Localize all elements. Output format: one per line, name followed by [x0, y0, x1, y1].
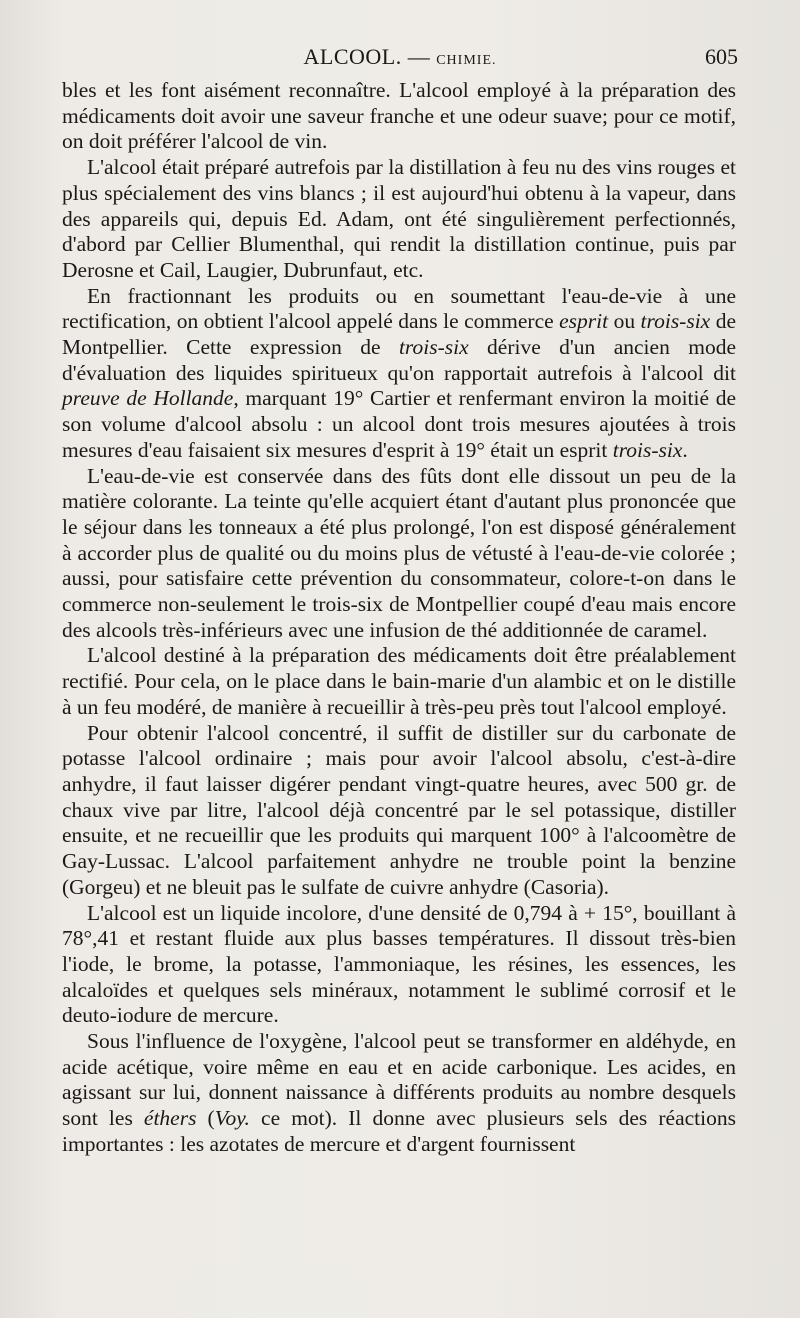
paragraph [62, 284, 736, 464]
page-number: 605 [705, 44, 738, 69]
paragraph [62, 721, 736, 901]
italic-text: trois-six [612, 437, 683, 462]
text-run: Sous l'influence de l'oxygène, l'alcool peut se transformer en aldéhyde, en acide acétique, voire même en eau et en acide carbonique. Les acides, en agissant sur lui, donnent naissance à différents produits au nombre desquels sont les [62, 1029, 736, 1131]
paragraph [62, 901, 736, 1030]
text-run: dérive d'un ancien mode d'évaluation des liquides spiritueux qu'on rapportait autrefois à l'alcool dit [62, 335, 736, 385]
text-run: , marquant 19° Cartier et renfermant environ la moitié de son volume d'alcool absolu : un alcool dont trois mesures ajoutées à trois mesures d'eau faisaient six mesures d'esprit à 19° était un esprit [62, 386, 736, 462]
text-run: ou [608, 309, 641, 334]
paragraph [62, 78, 736, 155]
paragraph [62, 464, 736, 644]
italic-text: trois-six [398, 335, 469, 360]
text-run: L'alcool était préparé autrefois par la distillation à feu nu des vins rouges et plus spécialement des vins blancs ; il est aujourd'hui obtenu à la vapeur, dans des appareils qui, depuis Ed. Adam, ont été singulièrement perfectionnés, d'abord par Cellier Blumenthal, qui rendit la distillation continue, puis par Derosne et Cail, Laugier, Dubrunfaut, etc. [62, 155, 736, 282]
text-run: Pour obtenir l'alcool concentré, il suffit de distiller sur du carbonate de potasse l'alcool ordinaire ; mais pour avoir l'alcool absolu, c'est-à-dire anhydre, il faut laisser digérer pendant vingt-quatre heures, avec 500 gr. de chaux vive par litre, l'alcool déjà concentré par le sel potassique, distiller ensuite, et ne recueillir que les produits qui marquent 100° à l'alcoomètre de Gay-Lussac. L'alcool parfaitement anhydre ne trouble point la benzine (Gorgeu) et ne bleuit pas le sulfate de cuivre anhydre (Casoria). [62, 720, 736, 899]
running-title-section: CHIMIE. [436, 53, 497, 68]
text-run: de Montpellier. Cette expression de [62, 309, 736, 360]
italic-text: éthers [143, 1106, 197, 1131]
text-run: bles et les font aisément reconnaître. L'alcool employé à la préparation des médicaments doit avoir une saveur franche et une odeur suave; pour ce motif, on doit préférer l'alcool de vin. [62, 78, 736, 154]
text-run: L'alcool destiné à la préparation des médicaments doit être préalablement rectifié. Pour cela, on le place dans le bain-marie d'un alambic et on le distille à un feu modéré, de manière à recueillir à très-peu près tout l'alcool employé. [62, 643, 736, 719]
text-run: En fractionnant les produits ou en soumettant l'eau-de-vie à une rectification, on obtient l'alcool appelé dans le commerce [62, 283, 736, 334]
italic-text: Voy. [214, 1106, 250, 1131]
paragraph [62, 155, 736, 284]
text-run: ( [196, 1106, 215, 1131]
text-run: L'alcool est un liquide incolore, d'une densité de 0,794 à + 15°, bouillant à 78°,41 et restant fluide aux plus basses températures. Il dissout très-bien l'iode, le brome, la potasse, l'ammoniaque, les résines, les essences, les alcaloïdes et quelques sels minéraux, notamment le sublimé corrosif et le deuto-iodure de mercure. [62, 900, 736, 1028]
body-text [62, 78, 736, 1158]
italic-text: esprit [559, 309, 609, 334]
italic-text: preuve de Hollande [62, 386, 234, 411]
italic-text: trois-six [640, 309, 711, 334]
text-run: . [682, 437, 688, 462]
paragraph [62, 1029, 736, 1158]
paragraph [62, 643, 736, 720]
running-title-main: ALCOOL. — [303, 44, 437, 69]
running-header [62, 44, 738, 74]
running-title [62, 44, 738, 70]
text-run: L'eau-de-vie est conservée dans des fûts dont elle dissout un peu de la matière colorante. La teinte qu'elle acquiert étant d'autant plus prononcée que le séjour dans les tonneaux a été plus prolongé, l'on est disposé généralement à accorder plus de qualité ou du moins plus de vétusté à l'eau-de-vie colorée ; aussi, pour satisfaire cette prévention du consommateur, colore-t-on dans le commerce non-seulement le trois-six de Montpellier coupé d'eau mais encore des alcools très-inférieurs avec une infusion de thé additionnée de caramel. [62, 463, 736, 642]
text-run: ce mot). Il donne avec plusieurs sels des réactions importantes : les azotates de mercure et d'argent fournissent [62, 1106, 736, 1156]
